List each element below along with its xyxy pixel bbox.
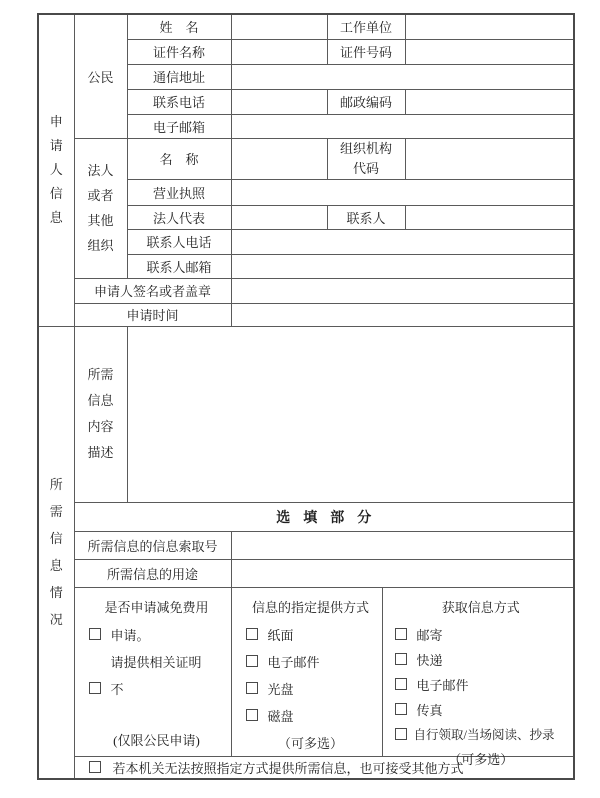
description-input-cell: [127, 326, 574, 502]
id-type-input-cell: [231, 39, 327, 64]
obtain-method-footnote: （可多选）: [448, 751, 514, 767]
address-input-cell: [231, 64, 574, 89]
obtain-fax-checkbox[interactable]: [395, 703, 407, 715]
phone-input-cell: [231, 89, 327, 114]
contact-email-input-cell: [231, 254, 574, 278]
section-applicant-side-label: [38, 14, 74, 326]
org-name-label: 名 称: [127, 138, 231, 179]
obtain-fax-label: 传真: [416, 702, 443, 718]
employer-input-cell: [405, 14, 574, 39]
apply-time-label: 申请时间: [74, 303, 231, 326]
organization-group-label: [74, 138, 127, 278]
org-code-input-cell: [405, 138, 574, 179]
fee-waiver-apply-note: 请提供相关证明: [110, 654, 202, 670]
contact-email-label: 联系人邮箱: [127, 254, 231, 278]
delivery-cd-label: 光盘: [267, 681, 294, 697]
obtain-express-checkbox[interactable]: [395, 653, 407, 665]
obtain-mail-checkbox[interactable]: [395, 628, 407, 640]
org-code-label-text: 组织机构代码: [340, 140, 393, 176]
delivery-method-title: 信息的指定提供方式: [251, 599, 369, 615]
application-form-table: [37, 13, 575, 780]
email-label: 电子邮箱: [127, 114, 231, 138]
index-number-input-cell: [231, 531, 574, 559]
purpose-label: 所需信息的用途: [74, 559, 231, 587]
delivery-cd-checkbox[interactable]: [246, 682, 258, 694]
legal-rep-input-cell: [231, 205, 327, 229]
name-input-cell: [231, 14, 327, 39]
delivery-disk-checkbox[interactable]: [246, 709, 258, 721]
postcode-input-cell: [405, 89, 574, 114]
delivery-paper-checkbox[interactable]: [246, 628, 258, 640]
contact-phone-label: 联系人电话: [127, 229, 231, 254]
license-label: 营业执照: [127, 179, 231, 205]
phone-label: 联系电话: [127, 89, 231, 114]
signature-label: 申请人签名或者盖章: [74, 278, 231, 303]
legal-rep-label: 法人代表: [127, 205, 231, 229]
apply-time-input-cell: [231, 303, 574, 326]
delivery-method-footnote: （可多选）: [277, 735, 343, 751]
address-label: 通信地址: [127, 64, 231, 89]
fee-waiver-no-label: 不: [110, 681, 124, 697]
obtain-self-pickup-label: 自行领取/当场阅读、抄录: [413, 727, 555, 742]
citizen-group-label: 公民: [74, 14, 127, 138]
fee-waiver-apply-checkbox[interactable]: [89, 628, 101, 640]
fee-waiver-no-checkbox[interactable]: [89, 682, 101, 694]
contact-phone-input-cell: [231, 229, 574, 254]
index-number-label: 所需信息的信息索取号: [74, 531, 231, 559]
obtain-mail-label: 邮寄: [416, 627, 443, 643]
obtain-email-checkbox[interactable]: [395, 678, 407, 690]
org-code-label: [327, 138, 405, 179]
purpose-input-cell: [231, 559, 574, 587]
id-type-label: 证件名称: [127, 39, 231, 64]
name-label: 姓 名: [127, 14, 231, 39]
delivery-paper-label: 纸面: [267, 627, 294, 643]
delivery-email-label: 电子邮件: [267, 654, 320, 670]
obtain-method-cell: [382, 587, 574, 767]
fee-waiver-apply-label: 申请。: [110, 627, 150, 643]
delivery-disk-label: 磁盘: [267, 708, 294, 724]
optional-section-header: [74, 502, 574, 531]
fallback-option-label: 若本机关无法按照指定方式提供所需信息，也可接受其他方式: [112, 760, 464, 776]
fallback-option-checkbox[interactable]: [89, 761, 101, 773]
employer-label: 工作单位: [327, 14, 405, 39]
contact-label: 联系人: [327, 205, 405, 229]
fee-waiver-title: 是否申请减免费用: [104, 599, 209, 615]
delivery-email-checkbox[interactable]: [246, 655, 258, 667]
contact-input-cell: [405, 205, 574, 229]
email-input-cell: [231, 114, 574, 138]
fee-waiver-cell: [74, 587, 231, 756]
applicant-side-label-text: 申请人信息: [49, 114, 63, 226]
postcode-label: 邮政编码: [327, 89, 405, 114]
obtain-email-label: 电子邮件: [416, 677, 469, 693]
delivery-method-cell: [231, 587, 382, 756]
org-name-input-cell: [231, 138, 327, 179]
obtain-self-pickup-checkbox[interactable]: [395, 728, 407, 740]
id-number-label: 证件号码: [327, 39, 405, 64]
request-side-label-text: 所需信息情况: [49, 477, 63, 628]
organization-group-label-text: 法人或者其他组织: [87, 163, 114, 253]
signature-input-cell: [231, 278, 574, 303]
obtain-method-title: 获取信息方式: [441, 599, 520, 615]
description-label-text: 所需信息内容描述: [87, 367, 114, 460]
fee-waiver-footnote: (仅限公民申请): [113, 732, 200, 748]
id-number-input-cell: [405, 39, 574, 64]
optional-section-header-text: 选填部分: [276, 510, 385, 526]
section-request-side-label: [38, 326, 74, 779]
license-input-cell: [231, 179, 574, 205]
description-label: [74, 326, 127, 502]
obtain-express-label: 快递: [416, 652, 443, 668]
